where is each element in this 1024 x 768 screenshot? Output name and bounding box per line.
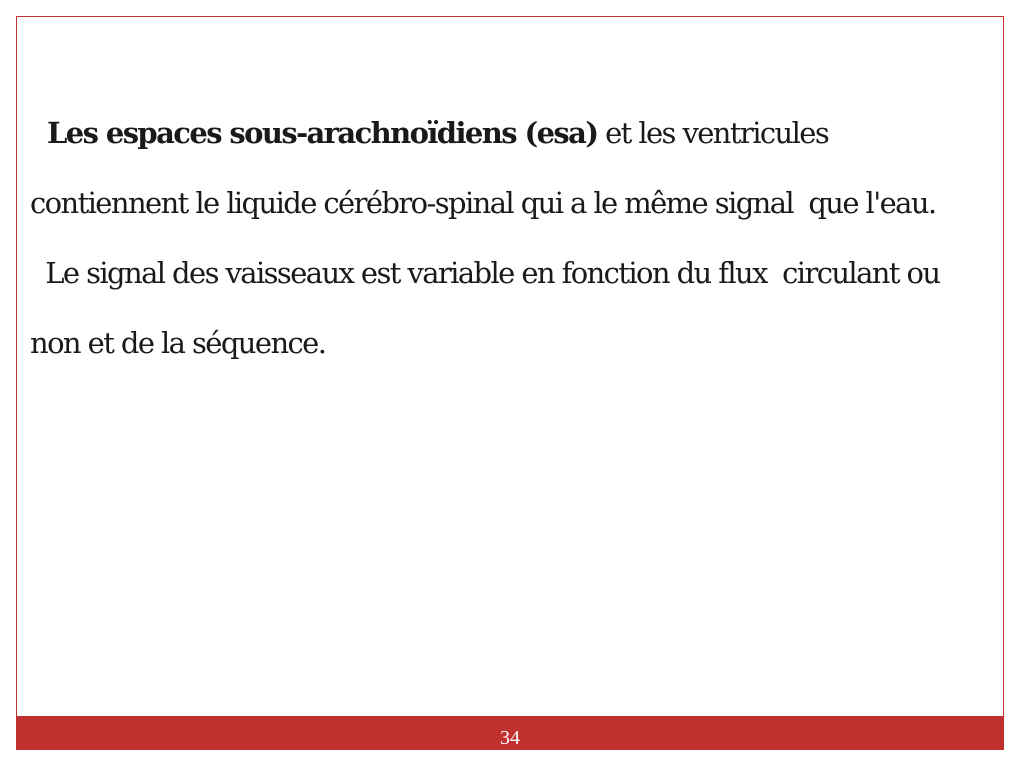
text-line-1 xyxy=(30,98,990,168)
bold-term: Les espaces sous-arachnoïdiens (esa) xyxy=(30,116,598,150)
slide-body-text xyxy=(30,98,990,378)
footer-bar xyxy=(16,716,1004,750)
text-segment: et les ventricules xyxy=(597,116,829,150)
text-line-2: contiennent le liquide cérébro-spinal qui a le même signal que l'eau. xyxy=(30,186,936,220)
page-number: 34 xyxy=(500,727,520,749)
text-line-4: non et de la séquence. xyxy=(30,326,326,360)
text-line-3: Le signal des vaisseaux est variable en fonction du flux circulant ou xyxy=(30,256,940,290)
